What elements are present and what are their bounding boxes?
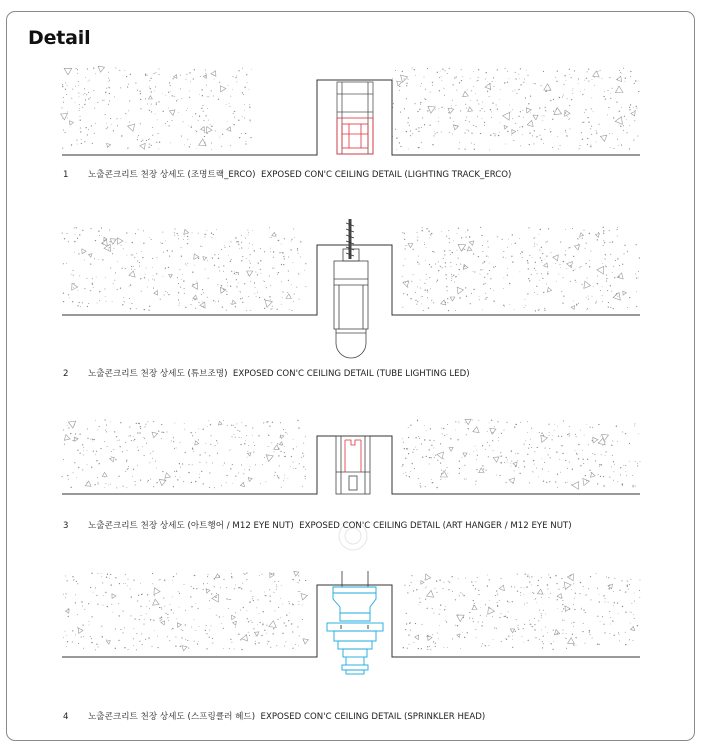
detail-number: 1 [63, 170, 69, 180]
detail-3-caption [63, 519, 572, 531]
detail-3 [0, 410, 707, 540]
concrete-texture [62, 227, 307, 311]
detail-number: 2 [63, 369, 69, 379]
detail-4-caption [63, 710, 485, 722]
detail-4 [0, 565, 707, 730]
concrete-texture [403, 573, 641, 650]
detail-2-caption [63, 367, 470, 379]
detail-1-caption [63, 168, 511, 180]
detail-1 [0, 60, 707, 190]
concrete-texture [402, 419, 641, 489]
concrete-texture [391, 68, 639, 151]
detail-label-ko: 노출콘크리트 천장 상세도 (아트행어 / M12 EYE NUT) [88, 521, 294, 531]
detail-4-drawing [0, 565, 707, 690]
detail-label-ko: 노출콘크리트 천장 상세도 (튜브조명) [88, 369, 228, 379]
tube-light-icon [334, 219, 368, 358]
sprinkler-head-icon [327, 587, 383, 674]
lighting-track-icon [337, 82, 373, 154]
detail-label-en: EXPOSED CON'C CEILING DETAIL (SPRINKLER HEAD) [260, 712, 486, 722]
page-title: Detail [28, 27, 91, 49]
concrete-texture [63, 571, 308, 650]
concrete-texture [402, 227, 640, 312]
concrete-texture [61, 66, 252, 149]
detail-label-en: EXPOSED CON'C CEILING DETAIL (ART HANGER / M12 EYE NUT) [299, 521, 572, 531]
detail-2 [0, 215, 707, 385]
detail-label-en: EXPOSED CON'C CEILING DETAIL (LIGHTING TRACK_ERCO) [260, 170, 512, 180]
detail-label-en: EXPOSED CON'C CEILING DETAIL (TUBE LIGHTING LED) [232, 369, 470, 379]
art-hanger-icon [336, 436, 370, 494]
detail-2-drawing [0, 215, 707, 365]
detail-number: 4 [63, 712, 69, 722]
detail-1-drawing [0, 60, 707, 160]
detail-number: 3 [63, 521, 69, 531]
detail-label-ko: 노출콘크리트 천장 상세도 (조명트랙_ERCO) [88, 170, 256, 180]
detail-label-ko: 노출콘크리트 천장 상세도 (스프링클러 헤드) [88, 712, 256, 722]
concrete-texture [62, 419, 306, 488]
